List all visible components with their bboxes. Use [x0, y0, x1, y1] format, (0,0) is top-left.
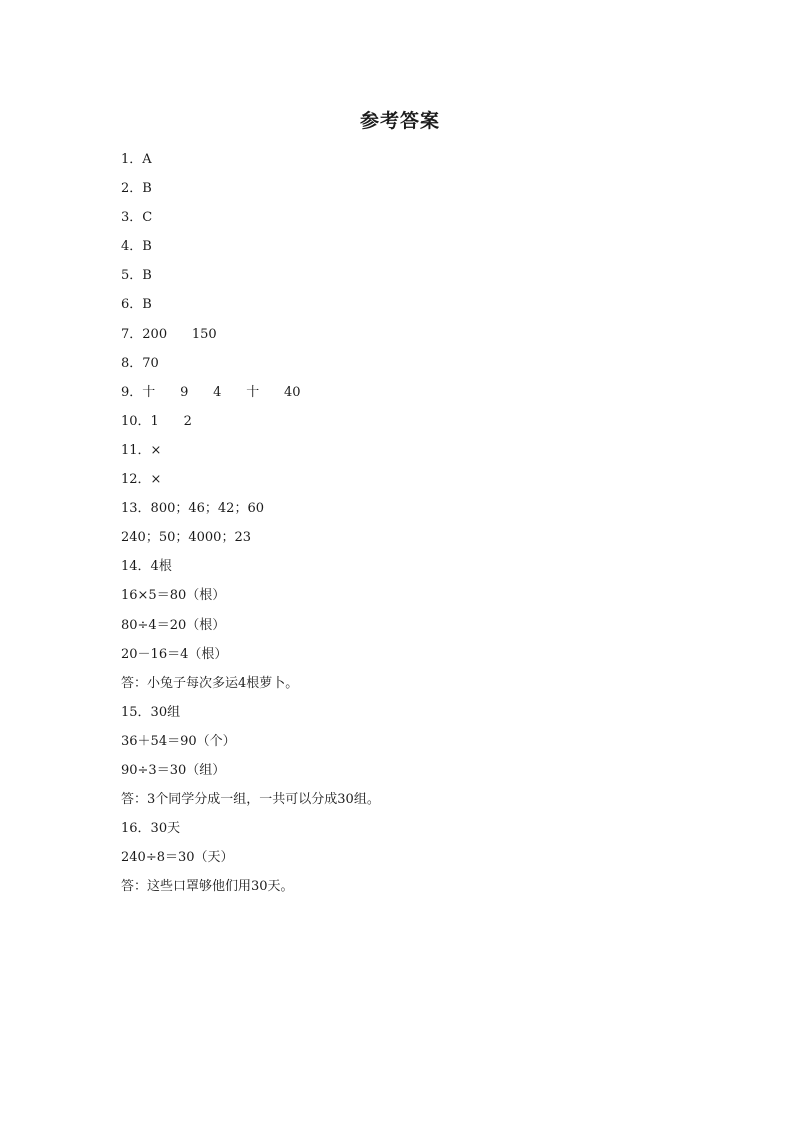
answer-line-11: 11．×	[121, 442, 162, 458]
answer-list	[121, 149, 721, 905]
answer-statement-16: 答：这些口罩够他们用30天。	[121, 879, 294, 895]
answer-line-13: 13．800；46；42；60	[121, 501, 264, 517]
answer-line-13-cont: 240；50；4000；23	[121, 530, 251, 546]
answer-line-12: 12．×	[121, 472, 162, 488]
answer-line-2: 2．B	[121, 181, 152, 197]
calc-line-15b: 90÷3＝30（组）	[121, 762, 226, 778]
answer-statement-15: 答：3个同学分成一组，一共可以分成30组。	[121, 792, 380, 808]
answer-line-5: 5．B	[121, 268, 152, 284]
answer-line-16: 16．30天	[121, 821, 181, 837]
calc-line-15a: 36＋54＝90（个）	[121, 733, 236, 749]
page-title: 参考答案	[359, 110, 440, 132]
answer-line-7: 7．200 150	[121, 326, 217, 342]
answer-line-4: 4．B	[121, 239, 152, 255]
calc-line-14c: 20－16＝4（根）	[121, 646, 228, 662]
answer-line-1: 1．A	[121, 152, 152, 167]
calc-line-14a: 16×5＝80（根）	[121, 588, 226, 604]
answer-statement-14: 答：小兔子每次多运4根萝卜。	[121, 675, 299, 691]
answer-line-10: 10．1 2	[121, 413, 192, 429]
answer-line-9: 9．十 9 4 十 40	[121, 384, 301, 400]
answer-line-3: 3．C	[121, 210, 153, 226]
answer-line-15: 15．30组	[121, 704, 181, 720]
answer-line-8: 8．70	[121, 355, 159, 371]
answer-line-14: 14．4根	[121, 559, 172, 575]
answer-line-6: 6．B	[121, 297, 152, 313]
calc-line-16a: 240÷8＝30（天）	[121, 850, 234, 866]
calc-line-14b: 80÷4＝20（根）	[121, 617, 226, 633]
